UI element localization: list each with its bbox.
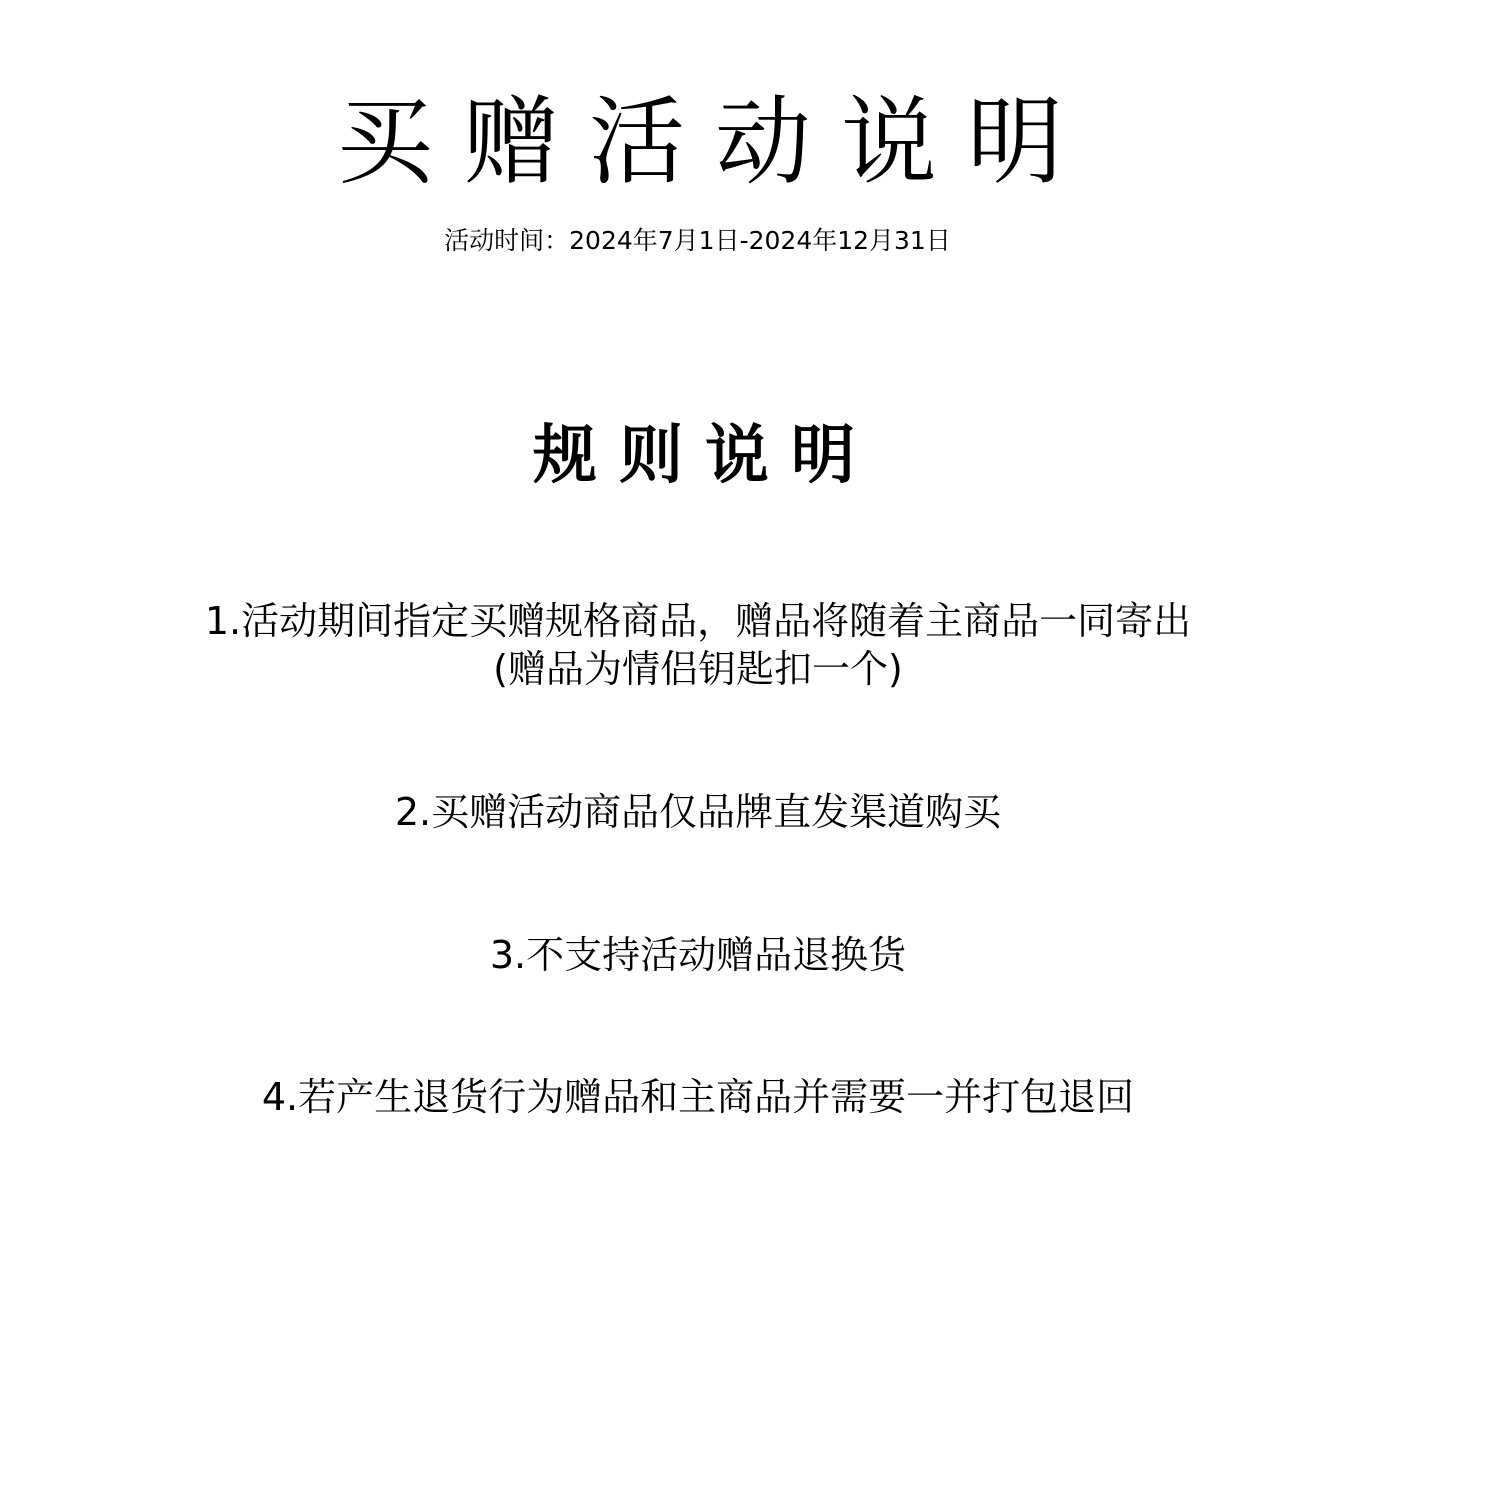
rule-item-4: 4.若产生退货行为赠品和主商品并需要一并打包退回 (261, 1075, 1135, 1119)
page-title: 买赠活动说明 (337, 86, 1093, 198)
rule-item-2: 2.买赠活动商品仅品牌直发渠道购买 (394, 790, 1002, 834)
rules-heading: 规则说明 (533, 419, 877, 493)
rule-item-1: 1.活动期间指定买赠规格商品，赠品将随着主商品一同寄出 (204, 599, 1192, 643)
rule-item-3: 3.不支持活动赠品退换货 (489, 933, 907, 977)
rule-item-1-note: (赠品为情侣钥匙扣一个) (493, 647, 903, 691)
activity-period: 活动时间：2024年7月1日-2024年12月31日 (444, 226, 951, 255)
